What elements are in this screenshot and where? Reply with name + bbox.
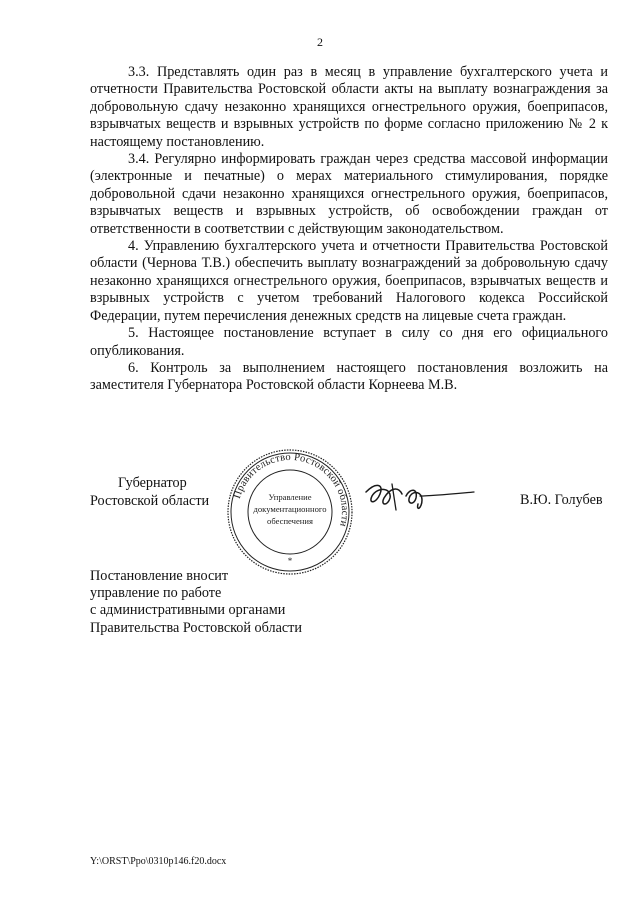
paragraph-3-4: 3.4. Регулярно информировать граждан через средства массовой информации (электронные и печатные) о мерах материального стимулирования, порядке добровольной сдачи незаконно хранящихся огнестрельного оружия, боеприпасов, взрывчатых веществ и взрывных устройств, об освобождении граждан от ответственности в соответствии с действующим законодательством. (90, 151, 608, 237)
handwritten-signature (362, 474, 482, 520)
seal-outer-text: Правительство Ростовской области (231, 451, 351, 528)
signer-title (90, 474, 209, 510)
signature-block (0, 448, 640, 578)
note-line-3: с административными органами (90, 602, 286, 619)
official-seal-stamp (226, 448, 354, 576)
executor-note (90, 568, 302, 637)
paragraph-3-3: 3.3. Представлять один раз в месяц в управление бухгалтерского учета и отчетности Правительства Ростовской области акты на выплату вознаграждения за добровольную сдачу незаконно хранящихся огнестрельного оружия, боеприпасов, взрывчатых веществ и взрывных устройств по форме согласно приложению № 2 к настоящему постановлению. (90, 64, 608, 150)
note-line-2: управление по работе (90, 585, 222, 602)
signer-title-line1: Губернатор (118, 475, 187, 491)
note-line-4: Правительства Ростовской области (90, 619, 302, 636)
signer-name: В.Ю. Голубев (520, 492, 603, 508)
paragraph-4: 4. Управлению бухгалтерского учета и отчетности Правительства Ростовской области (Чернова Т.В.) обеспечить выплату вознаграждений за добровольную сдачу незаконно хранящихся огнестрельного оружия, боеприпасов, взрывчатых веществ и взрывных устройств с учетом требований Налогового кодекса Российской Федерации, путем перечисления денежных средств на лицевые счета граждан. (90, 238, 608, 324)
seal-inner-line2: документационного (253, 504, 327, 514)
paragraph-5: 5. Настоящее постановление вступает в силу со дня его официального опубликования. (90, 325, 608, 359)
page-number: 2 (317, 35, 323, 49)
signer-title-line2: Ростовской области (90, 493, 210, 509)
paragraph-6: 6. Контроль за выполнением настоящего постановления возложить на заместителя Губернатора Ростовской области Корнеева М.В. (90, 359, 608, 394)
seal-star-icon: * (287, 556, 293, 566)
seal-inner-line3: обеспечения (267, 516, 313, 526)
document-body (90, 64, 608, 395)
file-path-footer: Y:\ORST\Ppo\0310p146.f20.docx (90, 856, 227, 867)
seal-inner-line1: Управление (268, 492, 312, 502)
note-line-1: Постановление вносит (90, 568, 229, 584)
